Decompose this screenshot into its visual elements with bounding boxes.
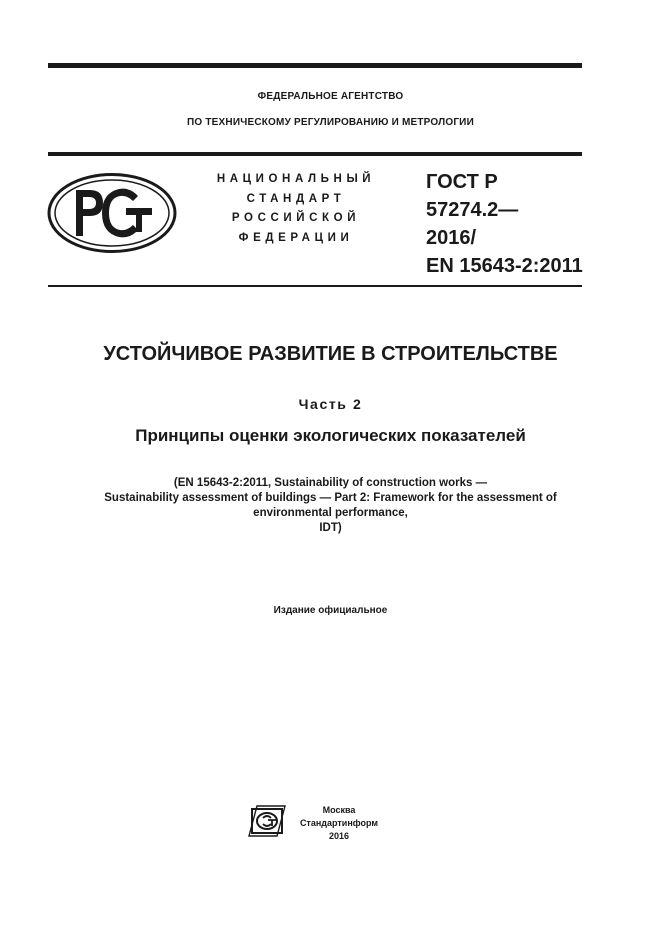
- part-label: Часть 2: [298, 396, 363, 412]
- designation-line4: EN 15643-2:2011: [426, 255, 583, 277]
- document-title: УСТОЙЧИВОЕ РАЗВИТИЕ В СТРОИТЕЛЬСТВЕ: [103, 343, 558, 365]
- standartinform-icon: [248, 805, 286, 837]
- rst-logo-icon: [46, 172, 178, 254]
- standard-type-line3: РОССИЙСКОЙ: [231, 212, 361, 224]
- designation-line3: 2016/: [426, 227, 477, 249]
- reference-line2: Sustainability assessment of buildings — Part 2: Framework for the assessment of: [104, 492, 557, 504]
- top-rule: [48, 63, 582, 68]
- middle-rule: [48, 152, 582, 156]
- reference-line3: environmental performance,: [253, 507, 408, 519]
- agency-name-line2: ПО ТЕХНИЧЕСКОМУ РЕГУЛИРОВАНИЮ И МЕТРОЛОГИИ: [187, 117, 474, 128]
- standard-type-line1: НАЦИОНАЛЬНЫЙ: [216, 173, 376, 185]
- agency-name-line1: ФЕДЕРАЛЬНОЕ АГЕНТСТВО: [257, 91, 404, 102]
- document-subtitle: Принципы оценки экологических показателей: [135, 426, 526, 445]
- reference-line4: IDT): [319, 522, 342, 534]
- edition-label: Издание официальное: [273, 605, 388, 616]
- designation-line1: ГОСТ Р: [426, 171, 498, 193]
- standard-type-line4: ФЕДЕРАЦИИ: [238, 232, 354, 244]
- publisher-name: Стандартинформ: [299, 818, 379, 828]
- reference-line1: (EN 15643-2:2011, Sustainability of construction works —: [173, 477, 488, 489]
- bottom-rule: [48, 285, 582, 287]
- publisher-city: Москва: [322, 805, 356, 815]
- publisher-year: 2016: [328, 831, 350, 841]
- designation-line2: 57274.2—: [426, 199, 519, 221]
- standard-type-line2: СТАНДАРТ: [246, 193, 346, 205]
